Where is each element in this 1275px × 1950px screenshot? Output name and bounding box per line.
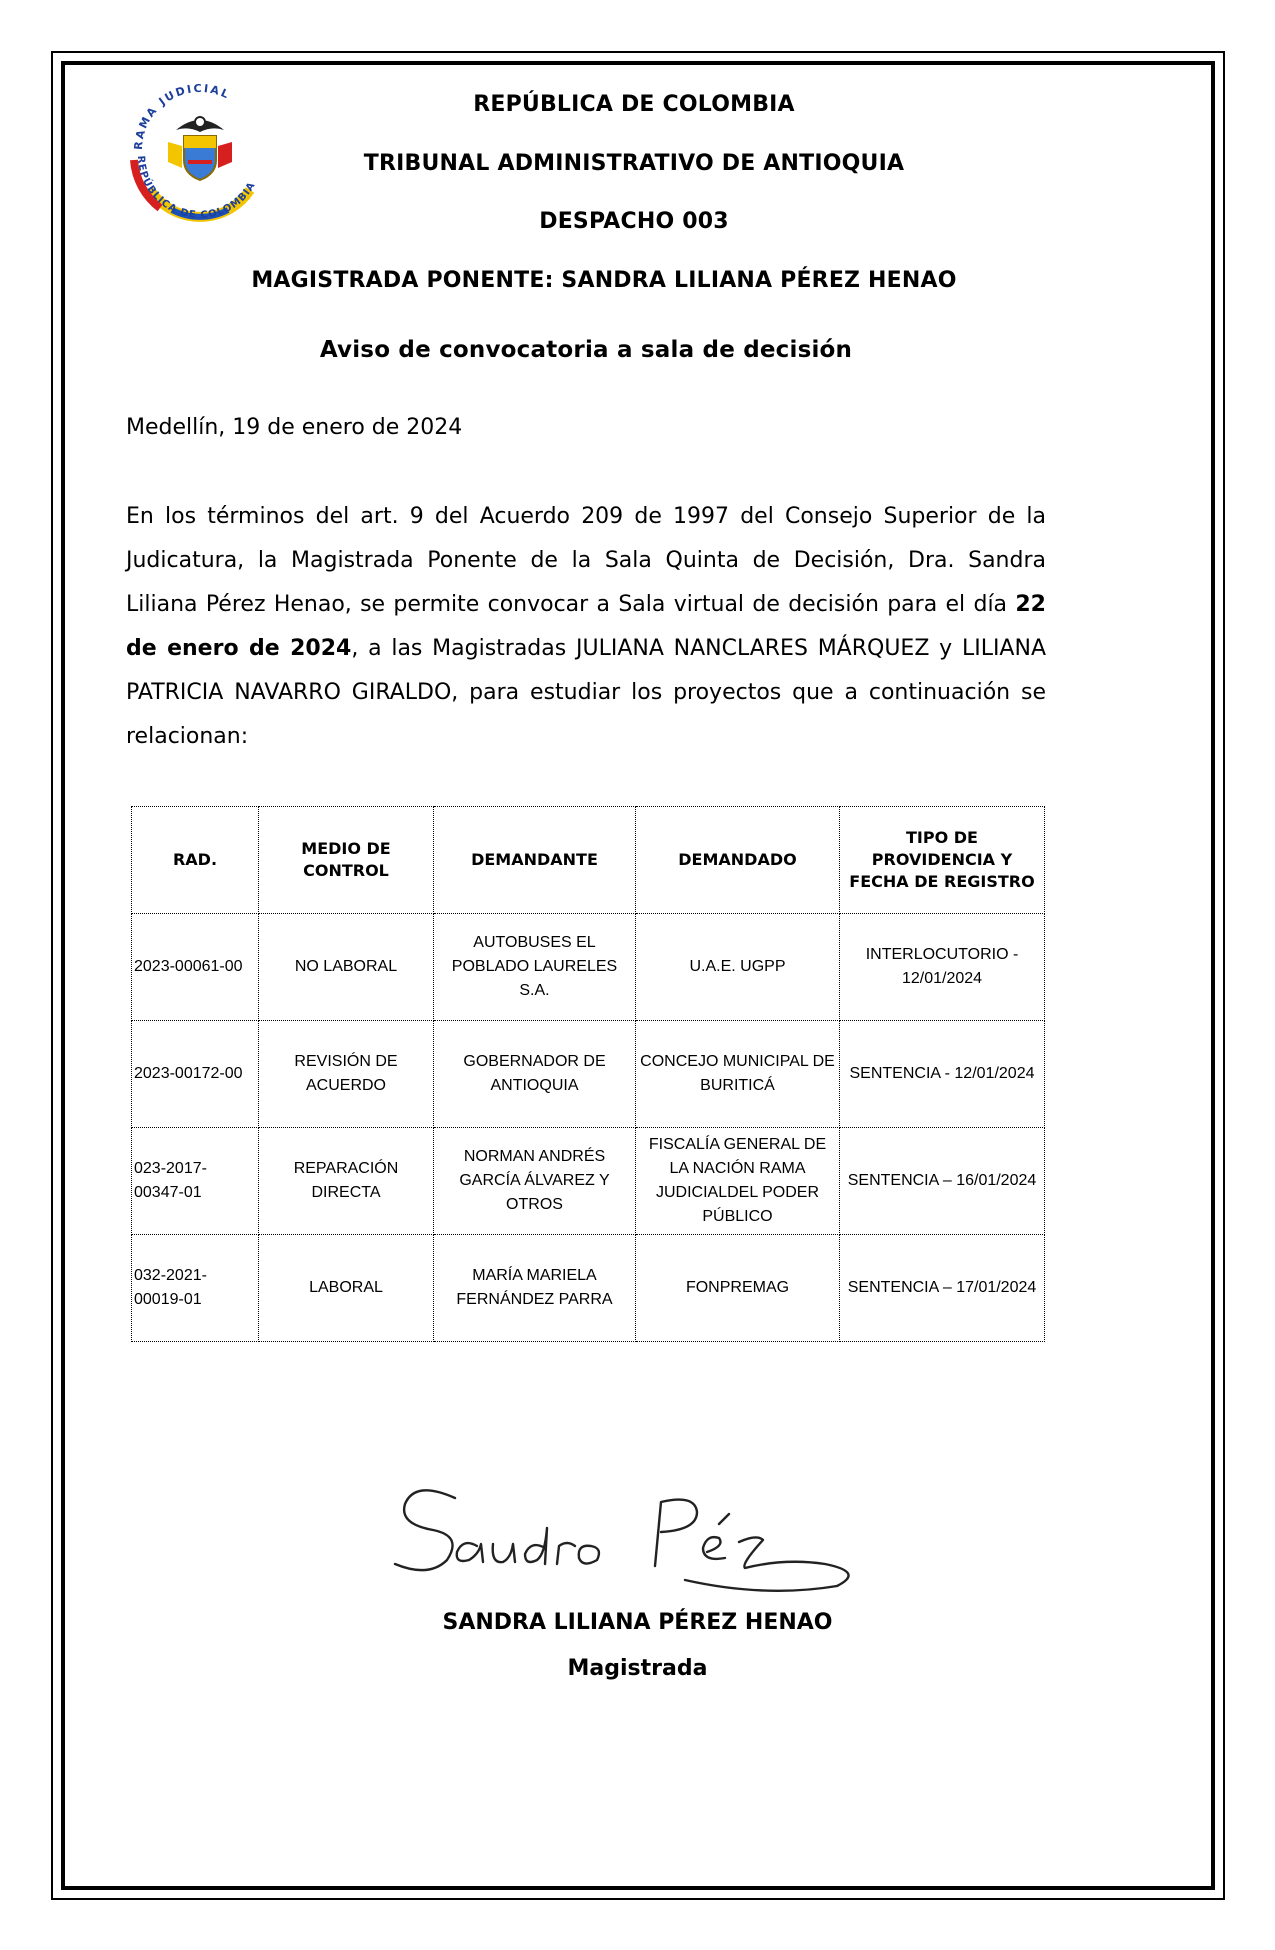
table-row (132, 1235, 1045, 1342)
header-country: REPÚBLICA DE COLOMBIA (473, 92, 795, 117)
cell-rad: 032-2021-00019-01 (132, 1235, 259, 1342)
table-row (132, 1128, 1045, 1235)
seal-bottom-text: REPÚBLICA DE COLOMBIA (134, 155, 259, 222)
projects-table (131, 806, 1045, 1342)
signature-handwriting-text: Sandra Pérez (385, 1468, 392, 1469)
session-date: 22 de enero de 2024 (126, 592, 1046, 661)
cell-tipo-providencia: INTERLOCUTORIO - 12/01/2024 (840, 914, 1045, 1021)
cell-demandado: FISCALÍA GENERAL DE LA NACIÓN RAMA JUDICIALDEL PODER PÚBLICO (636, 1128, 840, 1235)
col-header-tipo-providencia: TIPO DE PROVIDENCIA Y FECHA DE REGISTRO (840, 807, 1045, 914)
date-line: Medellín, 19 de enero de 2024 (126, 415, 463, 440)
table-row (132, 914, 1045, 1021)
col-header-rad: RAD. (132, 807, 259, 914)
cell-medio-control: NO LABORAL (259, 914, 434, 1021)
signatory-name: SANDRA LILIANA PÉREZ HENAO (442, 1610, 833, 1635)
body-text-part2: , a las Magistradas JULIANA NANCLARES MÁRQUEZ y LILIANA PATRICIA NAVARRO GIRALDO, para estudiar los proyectos que a continuación se relacionan: (126, 636, 1046, 749)
cell-tipo-providencia: SENTENCIA – 16/01/2024 (840, 1128, 1045, 1235)
cell-rad: 2023-00061-00 (132, 914, 259, 1021)
cell-demandante: MARÍA MARIELA FERNÁNDEZ PARRA (434, 1235, 636, 1342)
cell-medio-control: REPARACIÓN DIRECTA (259, 1128, 434, 1235)
table-row (132, 1021, 1045, 1128)
signatory-title: Magistrada (567, 1656, 708, 1681)
cell-demandado: U.A.E. UGPP (636, 914, 840, 1021)
cell-demandante: GOBERNADOR DE ANTIOQUIA (434, 1021, 636, 1128)
handwritten-signature (385, 1468, 875, 1598)
seal-top-text: RAMA JUDICIAL (131, 81, 233, 151)
cell-medio-control: LABORAL (259, 1235, 434, 1342)
col-header-demandante: DEMANDANTE (434, 807, 636, 914)
cell-demandado: CONCEJO MUNICIPAL DE BURITICÁ (636, 1021, 840, 1128)
header-magistrate: MAGISTRADA PONENTE: SANDRA LILIANA PÉREZ HENAO (251, 268, 957, 293)
cell-rad: 2023-00172-00 (132, 1021, 259, 1128)
cell-demandante: NORMAN ANDRÉS GARCÍA ÁLVAREZ Y OTROS (434, 1128, 636, 1235)
cell-tipo-providencia: SENTENCIA – 17/01/2024 (840, 1235, 1045, 1342)
header-office: DESPACHO 003 (539, 209, 729, 234)
body-paragraph (126, 495, 1046, 759)
cell-demandado: FONPREMAG (636, 1235, 840, 1342)
notice-title: Aviso de convocatoria a sala de decisión (319, 337, 853, 363)
body-text-part1: En los términos del art. 9 del Acuerdo 209 de 1997 del Consejo Superior de la Judicatura, la Magistrada Ponente de la Sala Quinta de Decisión, Dra. Sandra Liliana Pérez Henao, se permite convocar a Sala virtual de decisión para el día (126, 504, 1046, 617)
col-header-demandado: DEMANDADO (636, 807, 840, 914)
col-header-medio-control: MEDIO DE CONTROL (259, 807, 434, 914)
cell-tipo-providencia: SENTENCIA - 12/01/2024 (840, 1021, 1045, 1128)
cell-demandante: AUTOBUSES EL POBLADO LAURELES S.A. (434, 914, 636, 1021)
table-header-row (132, 807, 1045, 914)
header-court: TRIBUNAL ADMINISTRATIVO DE ANTIOQUIA (363, 151, 905, 176)
cell-medio-control: REVISIÓN DE ACUERDO (259, 1021, 434, 1128)
cell-rad: 023-2017-00347-01 (132, 1128, 259, 1235)
